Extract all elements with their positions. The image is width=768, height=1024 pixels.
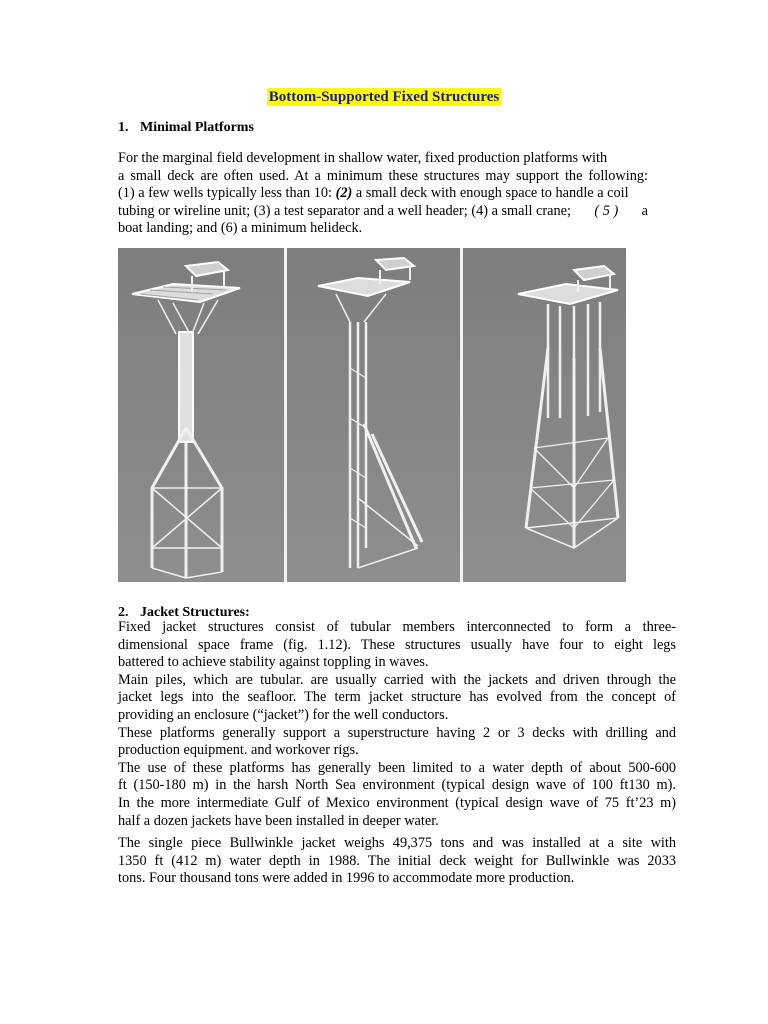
platform-figure (118, 248, 626, 582)
text-span: (1) a few wells typically less than 10: (118, 185, 332, 202)
text-line: a small deck are often used. At a minimum these structures may support the following: (118, 167, 648, 184)
text-span: a small deck with enough space to handle a coil (355, 185, 629, 202)
emphasis-span: (2) (335, 185, 353, 202)
text-line: providing an enclosure (“jacket”) for the well conductors. (118, 706, 449, 723)
text-line: The single piece Bullwinkle jacket weighs 49,375 tons and was installed at a site with (118, 835, 676, 851)
text-line: half a dozen jackets have been installed in deeper water. (118, 812, 439, 829)
document-title: Bottom-Supported Fixed Structures (268, 89, 500, 105)
title-container (0, 88, 768, 106)
text-line: 1350 ft (412 m) water depth in 1988. The initial deck weight for Bullwinkle was 2033 (118, 852, 676, 869)
text-line: dimensional space frame (fig. 1.12). These structures usually have four to eight legs (118, 636, 676, 653)
section-heading-minimal-platforms (118, 120, 254, 136)
text-line: In the more intermediate Gulf of Mexico environment (typical design wave of 75 ft’23 m) (118, 794, 676, 811)
section-title: Minimal Platforms (140, 120, 254, 135)
section-number: 2. (118, 605, 129, 620)
section-number: 1. (118, 120, 129, 135)
paragraph-bullwinkle (118, 835, 676, 888)
text-line: These platforms generally support a superstructure having 2 or 3 decks with drilling and (118, 724, 676, 741)
text-span: tubing or wireline unit; (3) a test separator and a well header; (4) a small crane; (118, 202, 571, 219)
text-line: Fixed jacket structures consist of tubular members interconnected to form a three- (118, 619, 676, 635)
text-line: tons. Four thousand tons were added in 1996 to accommodate more production. (118, 870, 575, 887)
text-line: Main piles, which are tubular. are usually carried with the jackets and driven through the (118, 671, 676, 688)
text-line: battered to achieve stability against toppling in waves. (118, 654, 429, 671)
text-span: a (641, 202, 648, 219)
text-line: jacket legs into the seafloor. The term jacket structure has evolved from the concept of (118, 689, 676, 706)
text-line: boat landing; and (6) a minimum helideck. (118, 220, 363, 237)
emphasis-span: ( 5 ) (594, 202, 619, 219)
text-line: production equipment. and workover rigs. (118, 742, 359, 759)
text-line (118, 203, 648, 221)
paragraph-minimal-platforms (118, 150, 648, 238)
paragraph-jacket-structures (118, 619, 676, 830)
text-line: The use of these platforms has generally been limited to a water depth of about 500-600 (118, 759, 676, 776)
section-title: Jacket Structures: (140, 605, 250, 620)
text-line: ft (150-180 m) in the harsh North Sea environment (typical design wave of 100 ft130 m). (118, 777, 676, 794)
text-line (118, 185, 648, 203)
text-line: For the marginal field development in shallow water, fixed production platforms with (118, 150, 608, 166)
